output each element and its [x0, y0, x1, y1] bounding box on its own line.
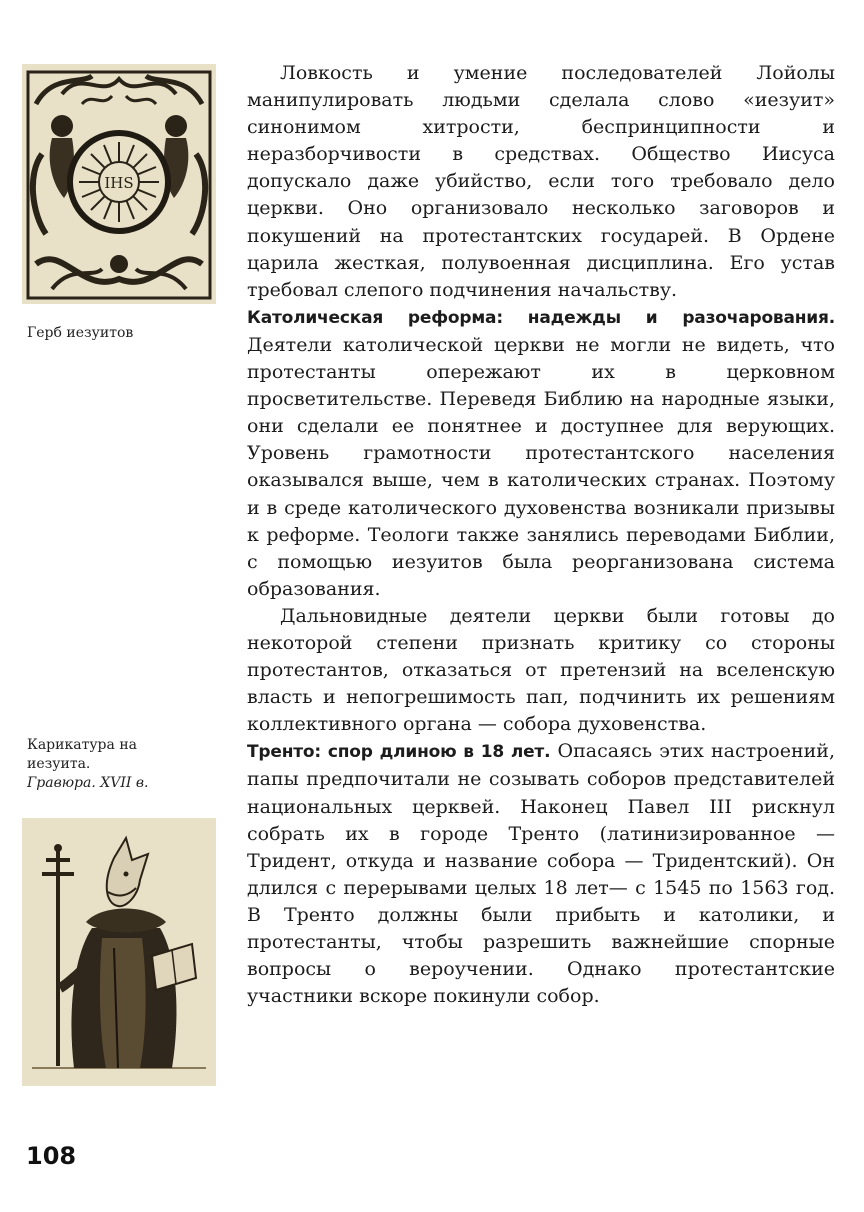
caricature-caption-italic: Гравюра. XVII в. — [27, 775, 149, 791]
coat-caption-text: Герб иезуитов — [27, 325, 134, 341]
caricature-caption — [27, 736, 148, 793]
caricature-caption-line1: Карикатура на — [27, 737, 137, 753]
paragraph-church-leaders: Дальновидные деятели церкви были готовы до некоторой степени признать критику со стороны протестантов, отказаться от претензий на вселенскую власть и непогрешимость пап, подчинить их решениям коллективного органа — собора духовенства. — [247, 604, 835, 736]
page-number: 108 — [26, 1142, 77, 1170]
ihs-monogram: IHS — [104, 174, 134, 192]
caricature-drawing — [22, 818, 216, 1086]
section-heading-trento: Тренто: спор длиною в 18 лет. — [247, 742, 551, 763]
main-text-column — [247, 60, 835, 1010]
trento-text: Опасаясь этих настроений, папы предпочитали не созывать соборов представителей национальных церквей. Наконец Павел III рискнул собрать их в городе Тренто (латинизированное — Тридент, откуда и название собора — Тридентский). Он длился с перерывами целых 18 лет— с 1545 по 1563 год. В Тренто должны были прибыть и католики, и протестанты, чтобы разрешить важнейшие спорные вопросы о вероучении. Однако протестантские участники вскоре покинули собор. — [247, 740, 835, 1008]
jesuit-coat-of-arms-image — [22, 64, 216, 304]
coat-of-arms-drawing — [22, 64, 216, 304]
catholic-reform-text: Деятели католической церкви не могли не видеть, что протестанты опережают их в церковном просветительстве. Переведя Библию на народные языки, они сделали ее понятнее и доступнее для верующих. Уровень грамотности протестантского населения оказывался выше, чем в католических странах. Поэтому и в среде католического духовенства возникали призывы к реформе. Теологи также занялись переводами Библии, с помощью иезуитов была реорганизована система образования. — [247, 333, 835, 600]
section-heading-catholic-reform: Католическая реформа: надежды и разочарования. — [247, 307, 835, 328]
paragraph-trento — [247, 738, 835, 1010]
jesuit-caricature-image — [22, 818, 216, 1086]
caricature-caption-line2: иезуита. — [27, 756, 91, 772]
paragraph-jesuits: Ловкость и умение последователей Лойолы манипулировать людьми сделала слово «иезуит» синонимом хитрости, беспринципности и неразборчивости в средствах. Общество Иисуса допускало даже убийство, если того требовало дело церкви. Оно организовало несколько заговоров и покушений на протестантских государей. В Ордене царила жесткая, полувоенная дисциплина. Его устав требовал слепого подчинения начальству. — [247, 62, 835, 301]
paragraph-catholic-reform — [247, 304, 835, 603]
coat-of-arms-caption — [27, 324, 133, 343]
